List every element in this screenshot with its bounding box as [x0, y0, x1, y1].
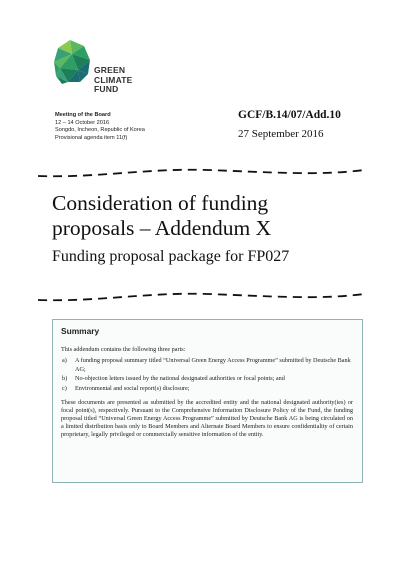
logo-line-climate: CLIMATE	[94, 74, 133, 85]
list-item	[61, 385, 356, 394]
logo-line-fund: FUND	[94, 84, 119, 94]
meeting-info	[55, 112, 145, 142]
meeting-location: Songdo, Incheon, Republic of Korea	[55, 127, 145, 134]
list-marker: b)	[62, 375, 68, 382]
document-code: GCF/B.14/07/Add.10	[238, 109, 341, 121]
summary-box	[52, 319, 363, 483]
globe-icon	[48, 38, 92, 90]
list-item	[61, 375, 356, 384]
top-wave-divider	[38, 166, 364, 180]
list-marker: c)	[62, 384, 67, 392]
document-title	[52, 191, 372, 241]
summary-paragraph: These documents are presented as submitted by the accredited entity and the national designated authority(ies) or focal point(s), respectively. Pursuant to the Comprehensive Information Disclosure Policy of the Fund, the funding proposal titled “Universal Green Energy Access Programme” submitted by Deutsche Bank AG is being circulated on a limited distribution basis only to Board Members and Alternate Board Members to ensure confidentiality of certain proprietary, legally privileged or commercially sensitive information of the entity.	[61, 399, 353, 438]
meeting-agenda: Provisional agenda item 11(f)	[55, 134, 128, 141]
gcf-logo	[48, 38, 168, 98]
list-marker: a)	[62, 357, 67, 364]
title-line-1: Consideration of funding	[52, 191, 269, 215]
title-line-2: proposals – Addendum X	[52, 216, 272, 240]
summary-heading: Summary	[61, 326, 100, 336]
document-subtitle: Funding proposal package for FP027	[52, 248, 290, 265]
list-text: A funding proposal summary titled “Universal Green Energy Access Programme” submitted by Deutsche Bank AG;	[75, 357, 351, 373]
meeting-dates: 12 – 14 October 2016	[55, 119, 110, 126]
list-text: Environmental and social report(s) disclosure;	[75, 384, 190, 392]
summary-list	[61, 357, 356, 393]
list-text: No-objection letters issued by the national designated authorities or focal points; and	[75, 375, 285, 382]
summary-intro: This addendum contains the following three parts:	[61, 346, 186, 353]
list-item	[61, 357, 356, 374]
document-date: 27 September 2016	[238, 128, 324, 140]
meeting-title: Meeting of the Board	[55, 112, 111, 118]
bottom-wave-divider	[38, 290, 364, 304]
document-info	[238, 109, 341, 140]
logo-line-green: GREEN	[94, 65, 126, 75]
